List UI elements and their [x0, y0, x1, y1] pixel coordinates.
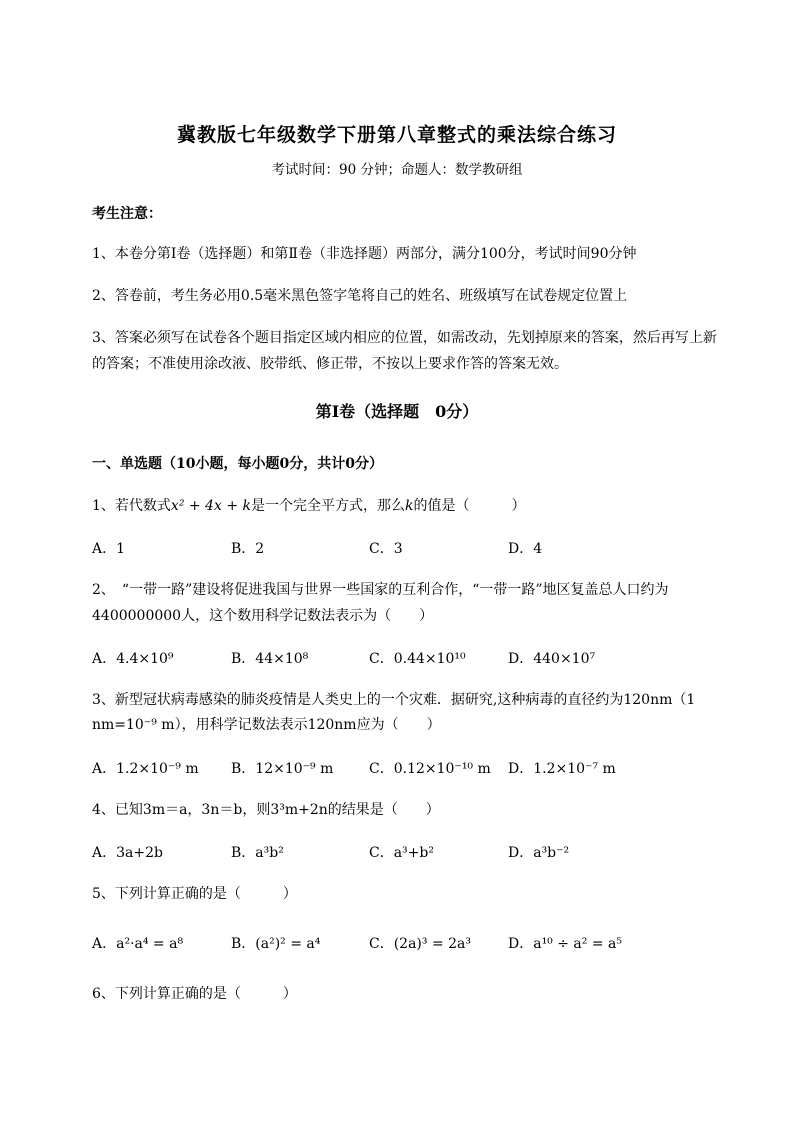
notes-heading: 考生注意：: [92, 206, 162, 222]
q3-option-a[interactable]: A．1.2×10⁻⁹ m: [92, 761, 199, 777]
question-2-line-2: 4400000000人，这个数用科学记数法表示为（ ）: [92, 608, 434, 624]
q1-option-c[interactable]: C．3: [369, 541, 403, 557]
question-1-stem-b: 是一个完全平方式，那么: [250, 498, 405, 514]
note-1: 1、本卷分第Ⅰ卷（选择题）和第Ⅱ卷（非选择题）两部分，满分100分，考试时间90分钟: [92, 246, 637, 262]
q3-option-b[interactable]: B．12×10⁻⁹ m: [231, 761, 334, 777]
question-5: 5、下列计算正确的是（ ）: [92, 886, 297, 902]
q5-option-b[interactable]: B．(a²)² = a⁴: [231, 936, 321, 952]
exam-info: 考试时间：90 分钟；命题人：数学教研组: [271, 162, 523, 178]
q2-option-b[interactable]: B．44×10⁸: [231, 651, 309, 667]
question-1-var: k: [404, 498, 414, 514]
q1-option-a[interactable]: A．1: [92, 541, 126, 557]
q3-option-d[interactable]: D．1.2×10⁻⁷ m: [508, 761, 616, 777]
question-4: 4、已知3m＝a，3n＝b，则3³m+2n的结果是（ ）: [92, 802, 440, 818]
q5-option-c[interactable]: C．(2a)³ = 2a³: [369, 936, 471, 952]
question-2-line-1: 2、 “一带一路”建设将促进我国与世界一些国家的互利合作，“一带一路”地区复盖总人口约为: [92, 582, 669, 598]
section-title: 第Ⅰ卷（选择题 0分）: [315, 402, 479, 421]
question-1-math: x² + 4x + k: [170, 498, 251, 514]
question-1-stem-a: 1、若代数式: [92, 498, 171, 514]
note-3-cont: 的答案；不准使用涂改液、胶带纸、修正带，不按以上要求作答的答案无效。: [92, 356, 568, 372]
q2-option-c[interactable]: C．0.44×10¹⁰: [369, 651, 466, 667]
q4-option-d[interactable]: D．a³b⁻²: [508, 845, 570, 861]
q2-option-d[interactable]: D．440×10⁷: [508, 651, 596, 667]
note-2: 2、答卷前，考生务必用0.5毫米黑色签字笔将自己的姓名、班级填写在试卷规定位置上: [92, 288, 628, 304]
section-subtitle: 一、单选题（10小题，每小题0分，共计0分）: [92, 456, 383, 472]
q4-option-b[interactable]: B．a³b²: [231, 845, 284, 861]
q4-option-c[interactable]: C．a³+b²: [369, 845, 434, 861]
document-title: 冀教版七年级数学下册第八章整式的乘法综合练习: [176, 124, 617, 146]
question-1-stem-c: 的值是（ ）: [413, 498, 526, 514]
question-1: [92, 495, 525, 515]
question-3-line-1: 3、新型冠状病毒感染的肺炎疫情是人类史上的一个灾难．据研究,这种病毒的直径约为120nm（1: [92, 692, 696, 708]
q3-option-c[interactable]: C．0.12×10⁻¹⁰ m: [369, 761, 491, 777]
note-3: 3、答案必须写在试卷各个题目指定区域内相应的位置，如需改动，先划掉原来的答案，然后再写上新: [92, 330, 717, 346]
question-6: 6、下列计算正确的是（ ）: [92, 986, 297, 1002]
q1-option-b[interactable]: B．2: [231, 541, 265, 557]
q2-option-a[interactable]: A．4.4×10⁹: [92, 651, 174, 667]
q1-option-d[interactable]: D．4: [508, 541, 543, 557]
q5-option-a[interactable]: A．a²·a⁴ = a⁸: [92, 936, 184, 952]
q4-option-a[interactable]: A．3a+2b: [92, 845, 163, 861]
q5-option-d[interactable]: D．a¹⁰ ÷ a² = a⁵: [508, 936, 622, 952]
question-3-line-2: nm=10⁻⁹ m），用科学记数法表示120nm应为（ ）: [92, 717, 441, 733]
